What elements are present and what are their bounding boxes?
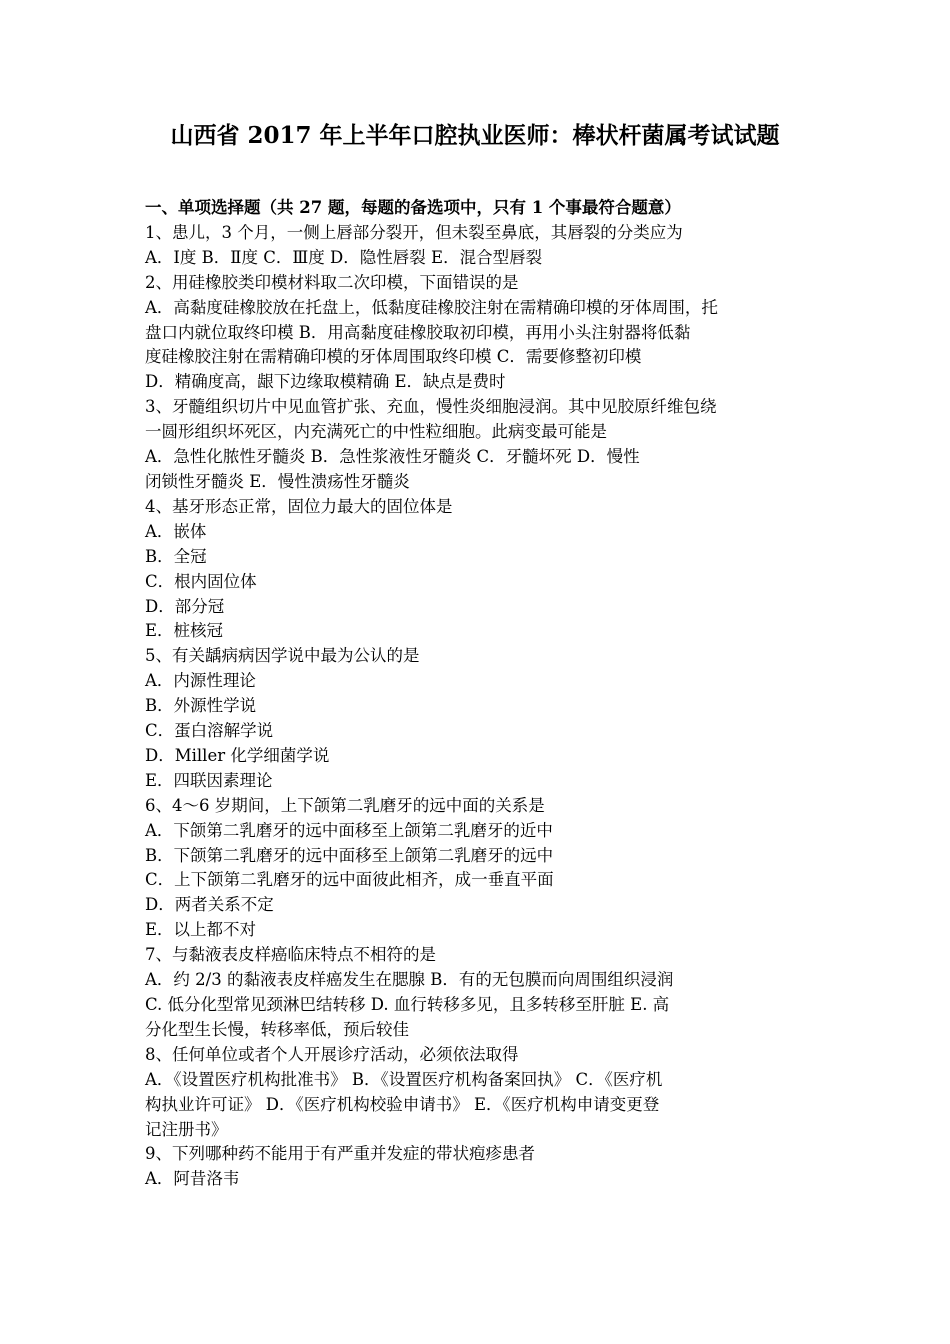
question-3-options-line-1: A．急性化脓性牙髓炎 B．急性浆液性牙髓炎 C．牙髓坏死 D．慢性 (145, 447, 640, 467)
question-4-option-a: A．嵌体 (145, 521, 207, 541)
question-5-stem: 5、有关龋病病因学说中最为公认的是 (145, 646, 420, 666)
question-8-options-line-2: 构执业许可证》 D．《医疗机构校验申请书》 E．《医疗机构申请变更登 (145, 1094, 660, 1114)
question-8-options-line-3: 记注册书》 (145, 1119, 228, 1139)
question-5-option-c: C．蛋白溶解学说 (145, 721, 274, 741)
document-title: 山西省 2017 年上半年口腔执业医师：棒状杆菌属考试试题 (170, 122, 780, 149)
question-5-option-a: A．内源性理论 (145, 671, 256, 691)
question-5-option-b: B．外源性学说 (145, 696, 257, 716)
question-3-options-line-2: 闭锁性牙髓炎 E．慢性溃疡性牙髓炎 (145, 471, 410, 491)
question-7-options-line-3: 分化型生长慢，转移率低，预后较佳 (145, 1019, 409, 1039)
question-6-option-c: C．上下颌第二乳磨牙的远中面彼此相齐，成一垂直平面 (145, 870, 554, 890)
question-1-stem: 1、患儿，3 个月，一侧上唇部分裂开，但未裂至鼻底，其唇裂的分类应为 (145, 222, 683, 242)
question-3-stem-line-2: 一圆形组织坏死区，内充满死亡的中性粒细胞。此病变最可能是 (145, 422, 607, 442)
question-2-options-line-4: D．精确度高，龈下边缘取模精确 E．缺点是费时 (145, 372, 506, 392)
question-4-option-d: D．部分冠 (145, 596, 225, 616)
question-5-option-e: E．四联因素理论 (145, 770, 273, 790)
question-5-option-d: D．Miller 化学细菌学说 (145, 745, 330, 765)
question-6-option-a: A．下颌第二乳磨牙的远中面移至上颌第二乳磨牙的近中 (145, 820, 553, 840)
question-list (145, 196, 810, 1192)
question-7-options-line-2: C. 低分化型常见颈淋巴结转移 D. 血行转移多见，且多转移至肝脏 E. 高 (145, 995, 670, 1014)
question-4-option-e: E．桩核冠 (145, 621, 224, 641)
question-4-option-c: C．根内固位体 (145, 571, 257, 591)
question-6-option-e: E．以上都不对 (145, 920, 257, 940)
question-8-options-line-1: A．《设置医疗机构批准书》 B．《设置医疗机构备案回执》 C．《医疗机 (145, 1069, 663, 1089)
question-4-stem: 4、基牙形态正常，固位力最大的固位体是 (145, 496, 453, 516)
question-6-option-b: B．下颌第二乳磨牙的远中面移至上颌第二乳磨牙的远中 (145, 845, 554, 865)
question-2-options-line-2: 盘口内就位取终印模 B．用高黏度硅橡胶取初印模，再用小头注射器将低黏 (145, 322, 691, 342)
question-3-stem-line-1: 3、牙髓组织切片中见血管扩张、充血，慢性炎细胞浸润。其中见胶原纤维包绕 (145, 397, 717, 417)
question-6-stem: 6、4～6 岁期间，上下颌第二乳磨牙的远中面的关系是 (145, 795, 545, 815)
question-6-option-d: D．两者关系不定 (145, 895, 274, 915)
question-7-options-line-1: A．约 2/3 的黏液表皮样癌发生在腮腺 B．有的无包膜而向周围组织浸润 (145, 970, 674, 990)
question-7-stem: 7、与黏液表皮样癌临床特点不相符的是 (145, 945, 436, 965)
question-2-options-line-1: A．高黏度硅橡胶放在托盘上，低黏度硅橡胶注射在需精确印模的牙体周围，托 (145, 297, 718, 317)
question-9-option-a: A．阿昔洛韦 (145, 1169, 240, 1189)
question-1-options: A．Ⅰ度 B．Ⅱ度 C．Ⅲ度 D．隐性唇裂 E．混合型唇裂 (145, 247, 543, 267)
section-heading: 一、单项选择题（共 27 题，每题的备选项中，只有 1 个事最符合题意） (145, 198, 681, 217)
question-4-option-b: B．全冠 (145, 546, 207, 566)
question-2-stem: 2、用硅橡胶类印模材料取二次印模，下面错误的是 (145, 272, 519, 292)
question-2-options-line-3: 度硅橡胶注射在需精确印模的牙体周围取终印模 C．需要修整初印模 (145, 347, 642, 367)
question-8-stem: 8、任何单位或者个人开展诊疗活动，必须依法取得 (145, 1044, 519, 1064)
question-9-stem: 9、下列哪种药不能用于有严重并发症的带状疱疹患者 (145, 1144, 535, 1164)
